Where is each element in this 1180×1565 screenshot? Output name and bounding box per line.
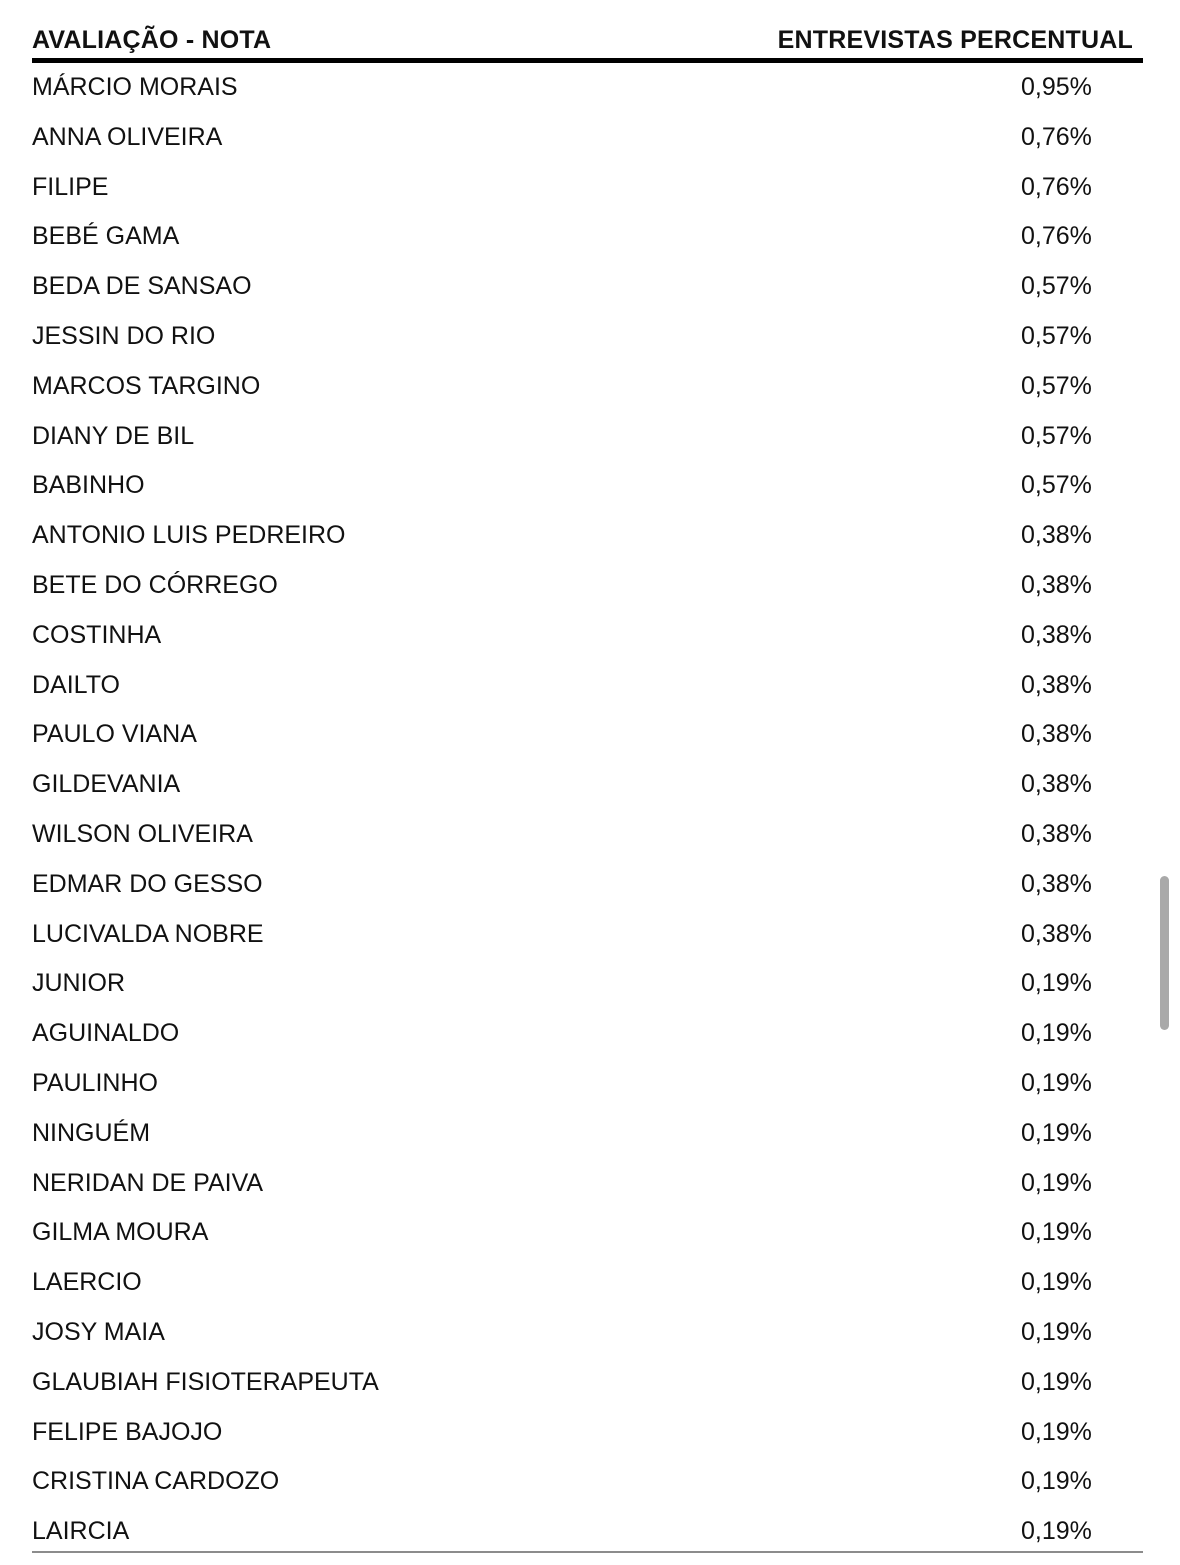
row-name: BEBÉ GAMA [32, 222, 180, 251]
row-percent: 0,19% [1021, 1467, 1092, 1496]
row-percent: 0,95% [1021, 73, 1092, 101]
row-name: JUNIOR [32, 969, 126, 998]
table-row [32, 262, 1143, 312]
table-row [32, 1159, 1143, 1209]
row-percent: 0,38% [1021, 670, 1092, 699]
table-body [32, 63, 1143, 1557]
row-percent: 0,57% [1021, 272, 1092, 301]
row-name: EDMAR DO GESSO [32, 869, 263, 898]
table-row [32, 412, 1143, 462]
row-name: GILMA MOURA [32, 1218, 209, 1247]
row-name: WILSON OLIVEIRA [32, 819, 253, 848]
table-row [32, 611, 1143, 661]
row-name: PAULINHO [32, 1068, 158, 1097]
row-percent: 0,38% [1021, 819, 1092, 848]
row-percent: 0,57% [1021, 371, 1092, 400]
row-percent: 0,38% [1021, 620, 1092, 649]
row-percent: 0,38% [1021, 521, 1092, 550]
row-name: COSTINHA [32, 620, 162, 649]
table-row [32, 163, 1143, 213]
row-name: ANNA OLIVEIRA [32, 122, 223, 151]
row-name: AGUINALDO [32, 1019, 180, 1048]
row-percent: 0,19% [1021, 1517, 1092, 1546]
row-percent: 0,19% [1021, 1417, 1092, 1446]
row-name: BABINHO [32, 471, 145, 500]
column-header-name: AVALIAÇÃO - NOTA [32, 26, 272, 54]
table-row [32, 1408, 1143, 1458]
row-percent: 0,19% [1021, 1268, 1092, 1297]
row-percent: 0,19% [1021, 1218, 1092, 1247]
table-row [32, 1507, 1143, 1557]
table-row [32, 1059, 1143, 1109]
row-name: JOSY MAIA [32, 1317, 165, 1346]
row-percent: 0,19% [1021, 1317, 1092, 1346]
table-row [32, 710, 1143, 760]
table-row [32, 212, 1143, 262]
row-percent: 0,38% [1021, 570, 1092, 599]
row-percent: 0,19% [1021, 969, 1092, 998]
column-header-percent: ENTREVISTAS PERCENTUAL [777, 26, 1133, 54]
table-header [32, 24, 1143, 63]
row-percent: 0,76% [1021, 172, 1092, 201]
table-row [32, 760, 1143, 810]
row-percent: 0,19% [1021, 1068, 1092, 1097]
row-name: BETE DO CÓRREGO [32, 570, 278, 599]
table-row [32, 810, 1143, 860]
row-name: LAERCIO [32, 1268, 142, 1297]
row-name: ANTONIO LUIS PEDREIRO [32, 521, 346, 550]
table-row [32, 63, 1143, 113]
row-percent: 0,57% [1021, 471, 1092, 500]
row-percent: 0,19% [1021, 1168, 1092, 1197]
row-name: GILDEVANIA [32, 770, 181, 799]
row-percent: 0,38% [1021, 869, 1092, 898]
table-row [32, 312, 1143, 362]
row-name: DAILTO [32, 670, 120, 699]
row-percent: 0,38% [1021, 770, 1092, 799]
row-name: LUCIVALDA NOBRE [32, 919, 264, 948]
row-percent: 0,76% [1021, 122, 1092, 151]
table-bottom-divider [32, 1551, 1143, 1553]
row-name: LAIRCIA [32, 1517, 130, 1546]
table-row [32, 1208, 1143, 1258]
table-row [32, 661, 1143, 711]
row-name: NERIDAN DE PAIVA [32, 1168, 264, 1197]
results-table [32, 24, 1143, 1557]
row-percent: 0,76% [1021, 222, 1092, 251]
row-percent: 0,19% [1021, 1118, 1092, 1147]
table-row [32, 1109, 1143, 1159]
table-row [32, 1308, 1143, 1358]
table-row [32, 461, 1143, 511]
table-row [32, 1358, 1143, 1408]
row-name: CRISTINA CARDOZO [32, 1467, 280, 1496]
row-percent: 0,19% [1021, 1367, 1092, 1396]
row-name: DIANY DE BIL [32, 421, 195, 450]
table-row [32, 113, 1143, 163]
table-row [32, 1258, 1143, 1308]
row-name: MARCOS TARGINO [32, 371, 261, 400]
row-percent: 0,19% [1021, 1019, 1092, 1048]
row-name: FILIPE [32, 172, 109, 201]
vertical-scrollbar[interactable] [1160, 876, 1169, 1030]
row-percent: 0,38% [1021, 720, 1092, 749]
row-name: BEDA DE SANSAO [32, 272, 252, 301]
row-name: FELIPE BAJOJO [32, 1417, 223, 1446]
row-name: NINGUÉM [32, 1118, 151, 1147]
row-percent: 0,57% [1021, 321, 1092, 350]
row-name: GLAUBIAH FISIOTERAPEUTA [32, 1367, 379, 1396]
row-percent: 0,38% [1021, 919, 1092, 948]
table-row [32, 362, 1143, 412]
row-name: JESSIN DO RIO [32, 321, 216, 350]
table-row [32, 511, 1143, 561]
table-row [32, 959, 1143, 1009]
table-row [32, 561, 1143, 611]
row-name: MÁRCIO MORAIS [32, 73, 238, 101]
row-percent: 0,57% [1021, 421, 1092, 450]
table-row [32, 860, 1143, 910]
table-row [32, 1009, 1143, 1059]
table-row [32, 1457, 1143, 1507]
table-row [32, 910, 1143, 960]
row-name: PAULO VIANA [32, 720, 197, 749]
